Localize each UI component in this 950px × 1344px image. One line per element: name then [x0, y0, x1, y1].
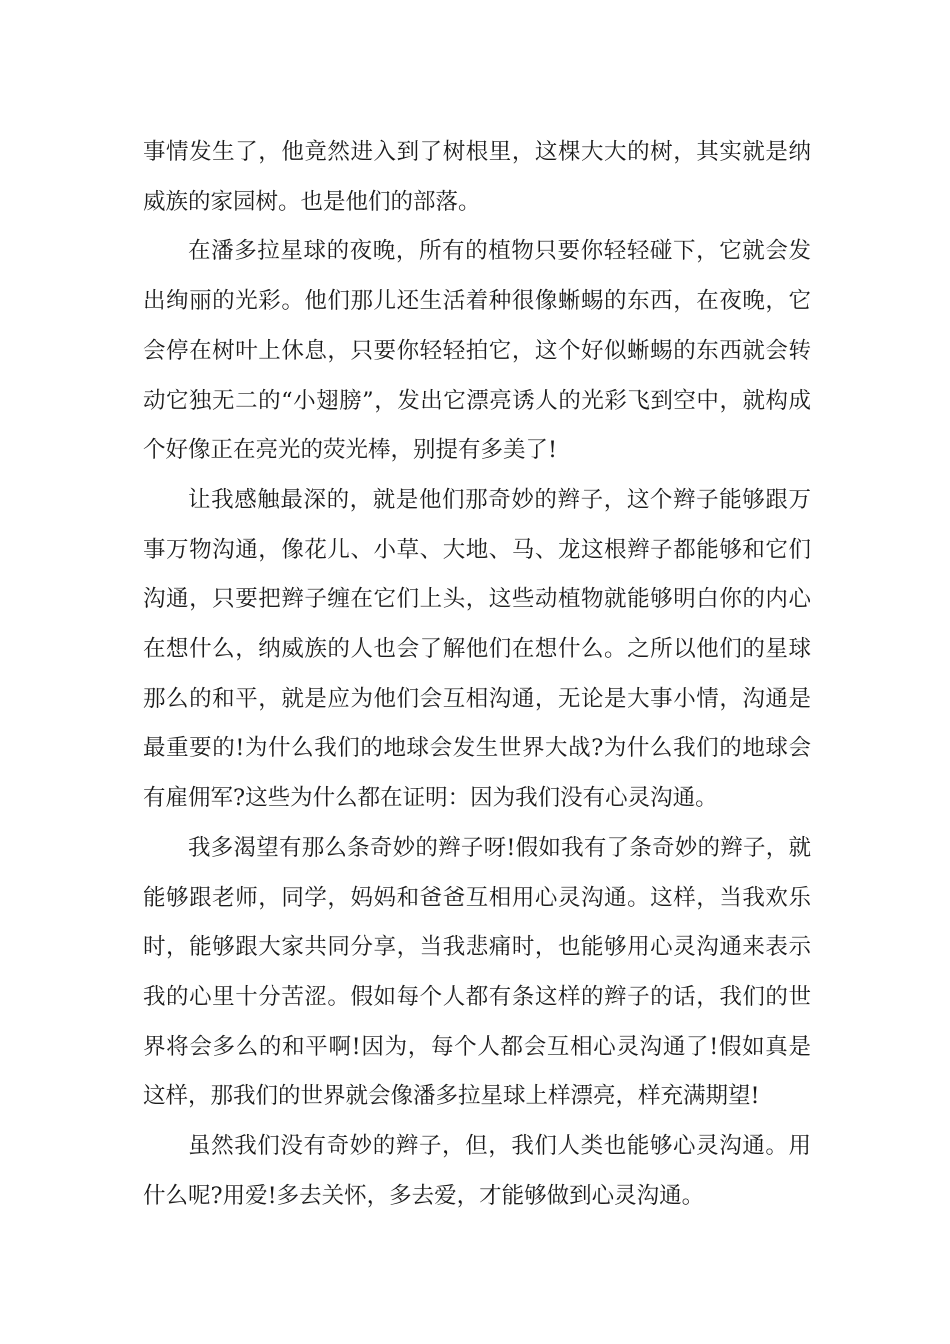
paragraph-1: 事情发生了，他竟然进入到了树根里，这棵大大的树，其实就是纳威族的家园树。也是他们的部落。 — [143, 139, 811, 215]
paragraph-4: 我多渴望有那么条奇妙的辫子呀!假如我有了条奇妙的辫子，就能够跟老师，同学，妈妈和爸爸互相用心灵沟通。这样，当我欢乐时，能够跟大家共同分享，当我悲痛时，也能够用心灵沟通来表示我的心里十分苦涩。假如每个人都有条这样的辫子的话，我们的世界将会多么的和平啊!因为，每个人都会互相心灵沟通了!假如真是这样，那我们的世界就会像潘多拉星球上样漂亮，样充满期望! — [143, 834, 811, 1110]
paragraph-2: 在潘多拉星球的夜晚，所有的植物只要你轻轻碰下，它就会发出绚丽的光彩。他们那儿还生活着种很像蜥蜴的东西，在夜晚，它会停在树叶上休息，只要你轻轻拍它，这个好似蜥蜴的东西就会转动它独无二的“小翅膀”，发出它漂亮诱人的光彩飞到空中，就构成个好像正在亮光的荧光棒，别提有多美了! — [143, 238, 811, 464]
paragraph-5: 虽然我们没有奇妙的辫子，但，我们人类也能够心灵沟通。用什么呢?用爱!多去关怀，多去爱，才能够做到心灵沟通。 — [143, 1133, 811, 1209]
body-text — [143, 128, 811, 1221]
paragraph-3: 让我感触最深的，就是他们那奇妙的辫子，这个辫子能够跟万事万物沟通，像花儿、小草、大地、马、龙这根辫子都能够和它们沟通，只要把辫子缠在它们上头，这些动植物就能够明白你的内心在想什么，纳威族的人也会了解他们在想什么。之所以他们的星球那么的和平，就是应为他们会互相沟通，无论是大事小情，沟通是最重要的!为什么我们的地球会发生世界大战?为什么我们的地球会有雇佣军?这些为什么都在证明：因为我们没有心灵沟通。 — [143, 486, 811, 812]
